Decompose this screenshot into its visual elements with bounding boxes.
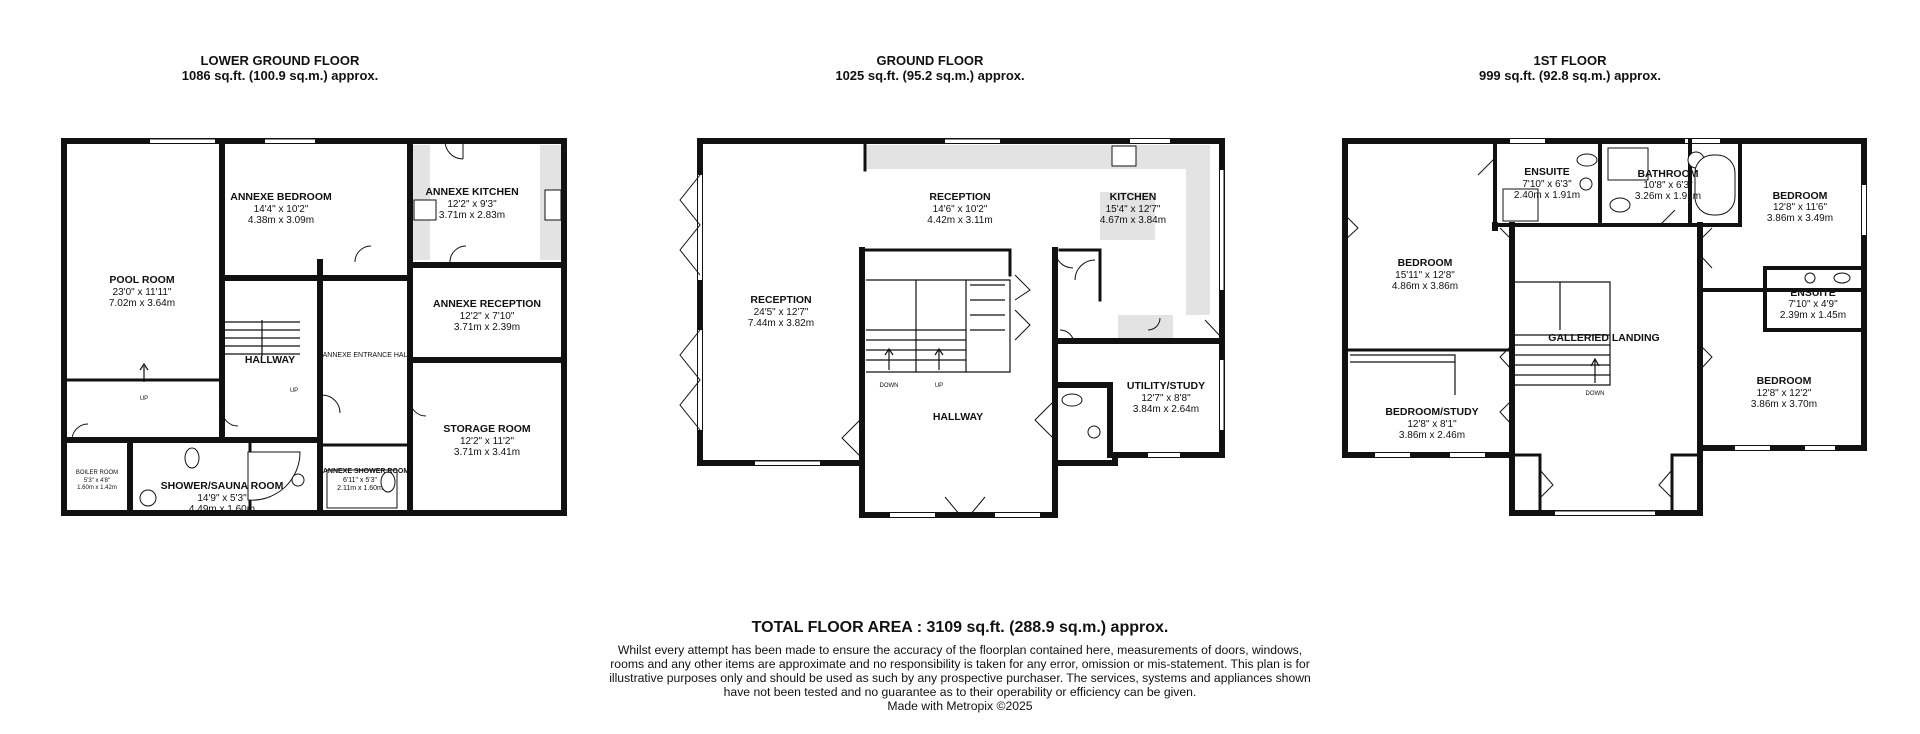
svg-text:RECEPTION: [929, 191, 990, 203]
room-dims: 7'10" x 6'3": [1522, 179, 1572, 190]
lower-ground-floor-plan: [64, 139, 564, 515]
bath-icon: [1695, 155, 1735, 215]
room-name-annexe-kitchen: ANNEXE KITCHEN: [425, 186, 519, 198]
toilet-icon: [185, 448, 199, 468]
stair-direction-label: DOWN: [1585, 391, 1605, 397]
room-dims: 10'8" x 6'3": [1643, 180, 1693, 191]
stair-direction-label: UP: [139, 396, 149, 402]
floor-title: GROUND FLOOR: [876, 53, 984, 68]
room-dims: 3.26m x 1.91m: [1634, 191, 1702, 202]
svg-text:UTILITY/STUDY: [1127, 380, 1205, 392]
room-dims: 3.86m x 3.49m: [1766, 213, 1834, 224]
room-name-bedroom: BEDROOM: [1772, 190, 1828, 202]
svg-text:SHOWER/SAUNA ROOM: [161, 480, 284, 492]
svg-text:GALLERIED LANDING: [1548, 332, 1659, 344]
room-dims: 4.67m x 3.84m: [1099, 215, 1167, 226]
room-name-pool-room: POOL ROOM: [109, 274, 175, 286]
basin-icon: [1805, 273, 1815, 283]
room-dims: 12'8" x 8'1": [1407, 419, 1457, 430]
room-dims: 3.71m x 3.41m: [453, 447, 521, 458]
stair-direction-label: UP: [289, 388, 299, 394]
room-dims: 15'4" x 12'7": [1105, 204, 1161, 215]
room-name-bathroom: BATHROOM: [1637, 168, 1699, 180]
room-dims: 7.44m x 3.82m: [747, 318, 815, 329]
room-dims: 4.38m x 3.09m: [247, 215, 315, 226]
room-dims: 2.40m x 1.91m: [1513, 190, 1581, 201]
room-dims: 12'7" x 8'8": [1141, 393, 1191, 404]
svg-text:RECEPTION: [750, 294, 811, 306]
floor-area: 999 sq.ft. (92.8 sq.m.) approx.: [1478, 68, 1662, 83]
room-dims: 12'2" x 7'10": [459, 311, 515, 322]
svg-text:ENSUITE: [1524, 166, 1570, 178]
room-dims: 2.39m x 1.45m: [1779, 310, 1847, 321]
sink-icon: [1112, 146, 1136, 166]
svg-text:ANNEXE KITCHEN: [425, 186, 518, 198]
room-name-bedroom-study: BEDROOM/STUDY: [1385, 406, 1479, 418]
kitchen-counter: [1186, 145, 1210, 315]
room-dims: 2.11m x 1.60m: [337, 485, 383, 492]
room-dims: 4.49m x 1.60m: [188, 504, 256, 515]
floor-area: 1025 sq.ft. (95.2 sq.m.) approx.: [835, 68, 1025, 83]
room-dims: 12'8" x 11'6": [1772, 202, 1828, 213]
floor-title: 1ST FLOOR: [1533, 53, 1607, 68]
room-dims: 3.86m x 2.46m: [1398, 430, 1466, 441]
room-name-ensuite: ENSUITE: [1790, 287, 1836, 299]
room-dims: 12'2" x 9'3": [447, 199, 497, 210]
toilet-icon: [1062, 394, 1082, 406]
svg-text:POOL ROOM: [109, 274, 174, 286]
room-dims: 23'0" x 11'11": [112, 287, 172, 298]
svg-text:HALLWAY: [245, 354, 295, 366]
sink-icon: [545, 190, 561, 220]
stairs: [866, 280, 1010, 372]
room-dims: 24'5" x 12'7": [753, 307, 809, 318]
room-name-kitchen: KITCHEN: [1109, 191, 1157, 203]
toilet-icon: [1577, 154, 1597, 166]
svg-text:KITCHEN: [1110, 191, 1157, 203]
room-name-shower-sauna: SHOWER/SAUNA ROOM: [160, 480, 284, 492]
room-dims: 3.71m x 2.83m: [438, 210, 506, 221]
room-dims: 7'10" x 4'9": [1788, 299, 1838, 310]
room-dims: 6'11" x 5'3": [343, 477, 377, 484]
toilet-icon: [381, 472, 395, 492]
room-name-galleried-landing: GALLERIED LANDING: [1548, 332, 1660, 344]
hob-icon: [414, 200, 436, 220]
svg-text:BEDROOM: [1773, 190, 1828, 202]
svg-text:ENSUITE: [1790, 287, 1836, 299]
room-dims: 7.02m x 3.64m: [108, 298, 176, 309]
room-name-reception: RECEPTION: [750, 294, 812, 306]
svg-text:ANNEXE RECEPTION: [433, 298, 541, 310]
credit-text: Made with Metropix ©2025: [887, 699, 1033, 713]
room-dims: 14'9" x 5'3": [197, 493, 247, 504]
room-dims: 3.84m x 2.64m: [1132, 404, 1200, 415]
room-name-hallway: HALLWAY: [932, 411, 984, 423]
kitchen-counter: [1118, 315, 1173, 339]
basin-icon: [292, 474, 304, 486]
room-name-annexe-shower: ANNEXE SHOWER ROOM: [322, 468, 410, 475]
room-name-annexe-reception: ANNEXE RECEPTION: [433, 298, 541, 310]
room-name-utility-study: UTILITY/STUDY: [1126, 380, 1206, 392]
svg-text:BEDROOM: [1398, 257, 1453, 269]
basin-icon: [1088, 426, 1100, 438]
basin-icon: [140, 490, 156, 506]
kitchen-counter: [866, 145, 1056, 169]
svg-text:BEDROOM: [1757, 375, 1812, 387]
floor-area: 1086 sq.ft. (100.9 sq.m.) approx.: [181, 68, 379, 83]
room-name-hallway: HALLWAY: [244, 354, 296, 366]
room-name-bedroom: BEDROOM: [1756, 375, 1812, 387]
disclaimer-text: Whilst every attempt has been made to ensure the accuracy of the floorplan contained here, measurements of doors, windows, rooms and any other items are approximate and no responsibility is taken for any error, omission or mis-statement. This plan is for illustrative purposes only and should be used as such by any prospective purchaser. The services, systems and appliances shown have not been tested and no guarantee as to their operability or efficiency can be given.: [609, 643, 1311, 699]
room-name-storage-room: STORAGE ROOM: [443, 423, 531, 435]
svg-text:BATHROOM: [1637, 168, 1698, 180]
ground-floor-plan: [680, 139, 1224, 515]
room-dims: 1.60m x 1.42m: [77, 485, 117, 491]
svg-text:HALLWAY: [933, 411, 983, 423]
stair-direction-label: UP: [934, 383, 944, 389]
svg-text:STORAGE ROOM: [443, 423, 531, 435]
svg-text:BEDROOM/STUDY: [1385, 406, 1478, 418]
room-name-annexe-bedroom: ANNEXE BEDROOM: [230, 191, 332, 203]
room-name-annexe-entrance-hall: ANNEXE ENTRANCE HALL: [322, 352, 412, 359]
shower-tray-icon: [248, 452, 300, 500]
stair-direction-label: DOWN: [879, 383, 899, 389]
room-dims: 4.86m x 3.86m: [1391, 281, 1459, 292]
toilet-icon: [1610, 198, 1630, 212]
room-dims: 3.71m x 2.39m: [453, 322, 521, 333]
room-name-bedroom: BEDROOM: [1397, 257, 1453, 269]
stairs: [224, 320, 300, 356]
room-dims: 14'6" x 10'2": [932, 204, 988, 215]
room-dims: 12'8" x 12'2": [1756, 388, 1812, 399]
room-dims: 14'4" x 10'2": [253, 204, 309, 215]
room-name-reception: RECEPTION: [929, 191, 991, 203]
first-floor-plan: [1345, 141, 1864, 513]
room-dims: 4.42m x 3.11m: [927, 215, 993, 226]
room-dims: 15'11" x 12'8": [1395, 270, 1455, 281]
room-dims: 5'3" x 4'8": [83, 478, 111, 484]
room-dims: 3.86m x 3.70m: [1750, 399, 1818, 410]
room-name-ensuite: ENSUITE: [1524, 166, 1570, 178]
room-dims: 12'2" x 11'2": [459, 436, 515, 447]
floor-title: LOWER GROUND FLOOR: [200, 53, 360, 68]
toilet-icon: [1834, 273, 1850, 283]
basin-icon: [1580, 178, 1592, 190]
svg-text:ANNEXE BEDROOM: [230, 191, 332, 203]
footer: [600, 619, 1320, 713]
total-floor-area: TOTAL FLOOR AREA : 3109 sq.ft. (288.9 sq.m.) approx.: [751, 619, 1169, 636]
room-name-boiler-room: BOILER ROOM: [75, 470, 119, 476]
